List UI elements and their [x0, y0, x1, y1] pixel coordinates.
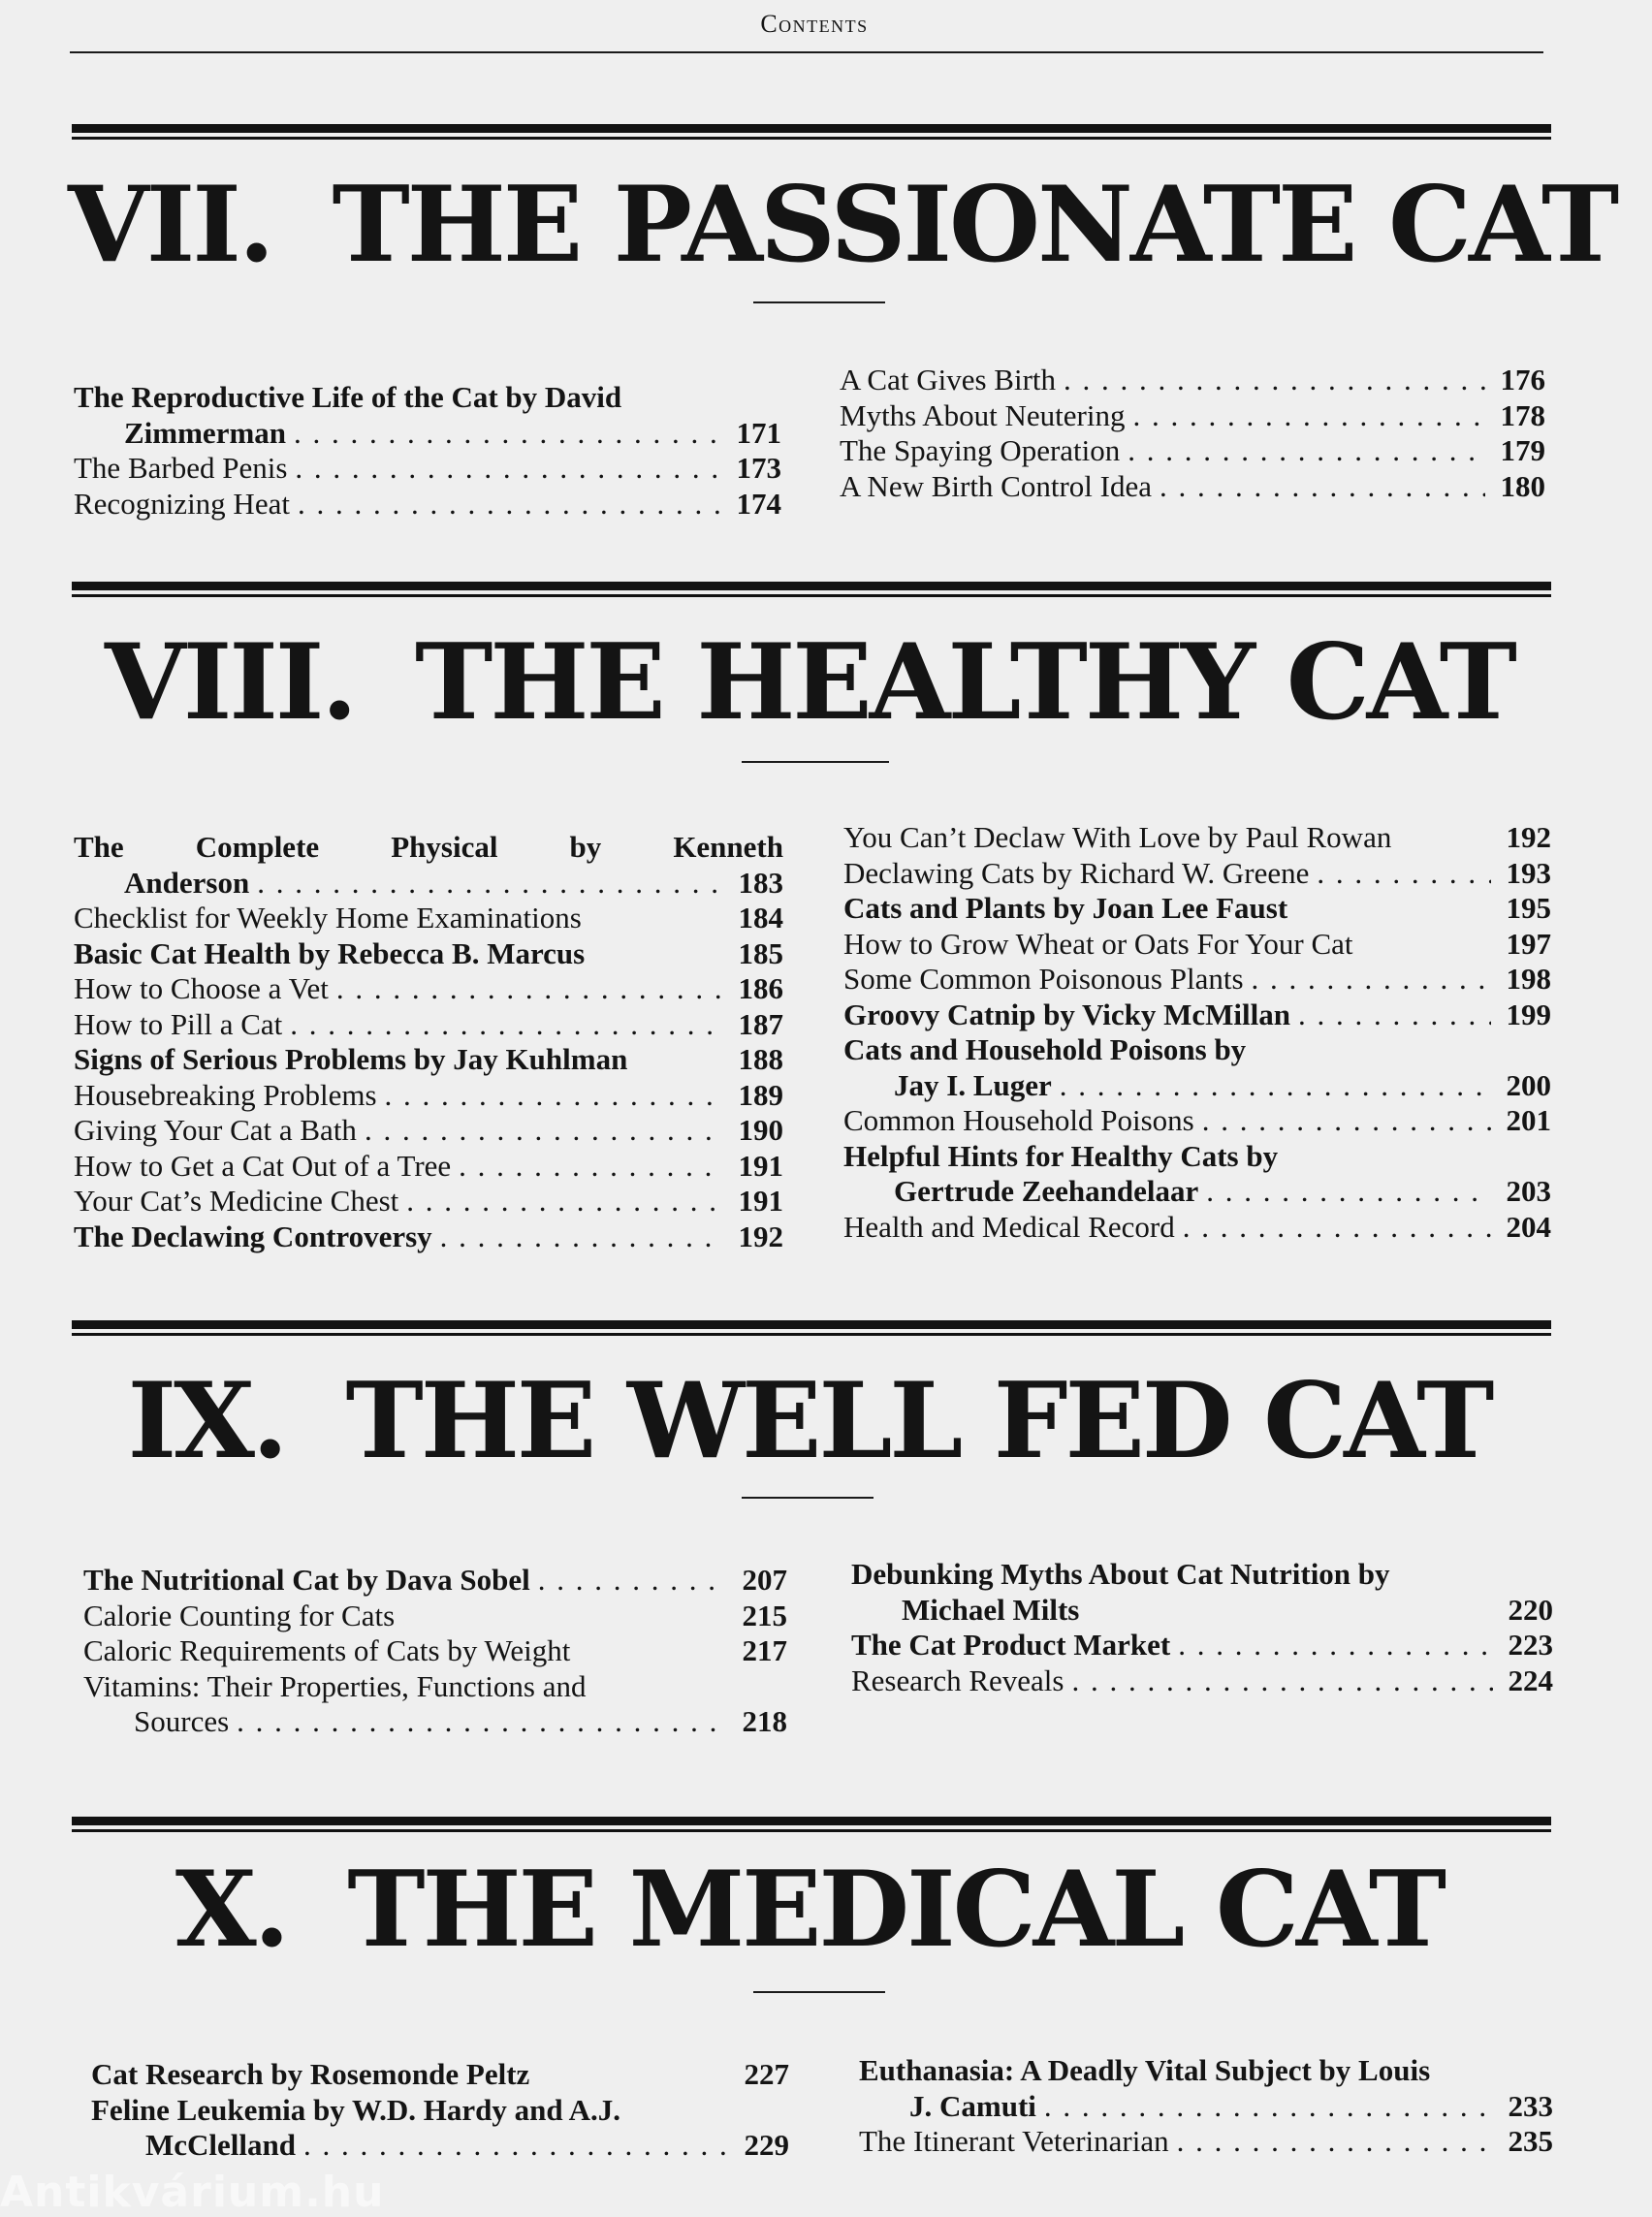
toc-entry-title: Gertrude Zeehandelaar: [894, 1174, 1199, 1208]
toc-entry-title: Debunking Myths About Cat Nutrition by: [851, 1557, 1390, 1591]
leader-dots: [1202, 1103, 1491, 1139]
toc-page-number: 204: [1506, 1209, 1551, 1244]
toc-entry-title: J. Camuti: [909, 2088, 1036, 2123]
section-title: THE MEDICAL CAT: [347, 1849, 1445, 1971]
toc-page-number: 233: [1508, 2088, 1553, 2123]
toc-page-number: 192: [738, 1219, 783, 1253]
header-rule: [70, 51, 1543, 53]
toc-entry-title: The Barbed Penis: [74, 451, 288, 485]
toc-entry-title: Recognizing Heat: [74, 486, 290, 521]
toc-entry[interactable]: [843, 1139, 1551, 1175]
toc-page-number: 217: [742, 1633, 787, 1667]
toc-entry[interactable]: [851, 1663, 1553, 1699]
watermark: Antikvárium.hu: [0, 2168, 385, 2217]
toc-entry[interactable]: [83, 1563, 787, 1599]
toc-page-number: 215: [742, 1598, 787, 1632]
toc-entry[interactable]: [843, 1210, 1551, 1246]
toc-page-number: 224: [1508, 1663, 1553, 1697]
toc-entry[interactable]: [74, 1219, 783, 1255]
toc-column-right: [843, 820, 1551, 1245]
toc-page-number: 223: [1508, 1628, 1553, 1662]
section-vii: [68, 124, 1617, 531]
toc-entry-title: Signs of Serious Problems by Jay Kuhlman: [74, 1042, 628, 1076]
toc-entry-title: Basic Cat Health by Rebecca B. Marcus: [74, 935, 586, 970]
section-viii: [68, 582, 1551, 1260]
leader-dots: [298, 487, 721, 523]
toc-entry-title: Health and Medical Record: [843, 1209, 1175, 1244]
toc-entry[interactable]: [74, 1184, 783, 1219]
section-numeral: IX.: [127, 1360, 286, 1482]
toc-entry[interactable]: [83, 1633, 787, 1669]
section-numeral: VII.: [68, 164, 272, 286]
toc-entry[interactable]: [843, 962, 1551, 998]
toc-page-number: 185: [738, 935, 783, 970]
section-heading: [68, 621, 1551, 744]
toc-page-number: 187: [738, 1006, 783, 1041]
toc-column-left: [74, 380, 781, 522]
toc-entry[interactable]: [74, 451, 781, 487]
toc-entry[interactable]: [840, 363, 1545, 398]
section-underline: [742, 1497, 874, 1499]
toc-entry[interactable]: [83, 1669, 787, 1705]
toc-entry-title: Research Reveals: [851, 1663, 1064, 1697]
toc-entry-title: How to Choose a Vet: [74, 971, 329, 1005]
toc-entry[interactable]: [843, 998, 1551, 1033]
toc-entry-title: Common Household Poisons: [843, 1103, 1194, 1137]
toc-page-number: 188: [738, 1042, 783, 1076]
toc-entry-title: The Spaying Operation: [840, 433, 1121, 467]
toc-entry-title: Feline Leukemia by W.D. Hardy and A.J.: [91, 2092, 621, 2127]
toc-page-number: 190: [738, 1113, 783, 1147]
section-heading: [68, 1360, 1551, 1482]
leader-dots: [365, 1113, 723, 1149]
section-top-rule-thin: [72, 1829, 1551, 1832]
toc-entry-continued[interactable]: [74, 416, 781, 452]
toc-entry-title: Zimmerman: [124, 415, 287, 450]
toc-entry-title: Caloric Requirements of Cats by Weight: [83, 1633, 571, 1667]
toc-entry[interactable]: [851, 1557, 1553, 1593]
toc-entry[interactable]: [74, 936, 783, 972]
toc-entry-title: Some Common Poisonous Plants: [843, 962, 1244, 996]
toc-entry-continued[interactable]: [83, 1704, 787, 1740]
toc-entry-title: Helpful Hints for Healthy Cats by: [843, 1138, 1279, 1173]
toc-entry[interactable]: [74, 1007, 783, 1043]
leader-dots: [1317, 856, 1491, 892]
leader-dots: [303, 2128, 729, 2164]
section-underline: [753, 301, 885, 303]
toc-page-number: 235: [1508, 2124, 1553, 2158]
toc-entry-title: Cat Research by Rosemonde Peltz: [91, 2057, 530, 2091]
toc-entry[interactable]: [843, 856, 1551, 892]
toc-entry-title: The Complete Physical by Kenneth: [74, 830, 783, 864]
toc-entry[interactable]: [843, 820, 1551, 856]
toc-entry-title: Calorie Counting for Cats: [83, 1598, 396, 1632]
toc-entry-title: Housebreaking Problems: [74, 1077, 377, 1112]
toc-entry[interactable]: [859, 2124, 1553, 2160]
leader-dots: [385, 1078, 723, 1114]
toc-page-number: 195: [1506, 891, 1551, 925]
toc-column-right: [840, 363, 1545, 504]
toc-entry[interactable]: [851, 1628, 1553, 1663]
toc-page-number: 173: [736, 451, 781, 485]
section-top-rule-thin: [72, 137, 1551, 140]
toc-entry-title: Cats and Household Poisons by: [843, 1032, 1247, 1066]
leader-dots: [1298, 998, 1491, 1033]
leader-dots: [1183, 1210, 1491, 1246]
section-title: THE WELL FED CAT: [345, 1360, 1492, 1482]
toc-entry-title: Checklist for Weekly Home Examinations: [74, 901, 582, 934]
leader-dots: [1064, 363, 1485, 398]
toc-entry[interactable]: [843, 1032, 1551, 1068]
toc-entry-title: McClelland: [145, 2128, 296, 2162]
section-top-rule: [72, 124, 1551, 133]
toc-page-number: 218: [742, 1704, 787, 1738]
toc-entry[interactable]: [91, 2057, 789, 2093]
toc-entry[interactable]: [74, 971, 783, 1007]
section-top-rule: [72, 1817, 1551, 1825]
leader-dots: [538, 1563, 727, 1599]
leader-dots: [290, 1007, 723, 1043]
toc-column-right: [851, 1557, 1553, 1698]
toc-entry-title: Anderson: [124, 865, 250, 900]
toc-entry-title: How to Grow Wheat or Oats For Your Cat: [843, 926, 1353, 961]
toc-entry[interactable]: [74, 830, 783, 866]
toc-entry[interactable]: [859, 2053, 1553, 2089]
toc-entry-title: Giving Your Cat a Bath: [74, 1113, 357, 1147]
toc-page-number: 203: [1506, 1174, 1551, 1208]
toc-page-number: 207: [742, 1563, 787, 1597]
section-numeral: VIII.: [105, 621, 355, 744]
toc-page-number: 189: [738, 1077, 783, 1112]
leader-dots: [1060, 1068, 1491, 1104]
toc-entry-title: Groovy Catnip by Vicky McMillan: [843, 997, 1291, 1031]
toc-entry-title: The Declawing Controversy: [74, 1219, 432, 1253]
toc-entry-title: The Nutritional Cat by Dava Sobel: [83, 1563, 530, 1597]
toc-entry[interactable]: [840, 469, 1545, 505]
running-head: Contents: [760, 10, 869, 38]
section-title: THE HEALTHY CAT: [415, 621, 1514, 744]
section-ix: [68, 1320, 1551, 1747]
section-title: THE PASSIONATE CAT: [332, 164, 1617, 286]
toc-page-number: 192: [1506, 820, 1551, 854]
leader-dots: [1177, 2124, 1493, 2160]
section-top-rule: [72, 1320, 1551, 1329]
toc-entry[interactable]: [843, 891, 1551, 927]
section-underline: [742, 761, 889, 763]
toc-page-number: 198: [1506, 962, 1551, 996]
toc-page-number: 229: [744, 2128, 789, 2162]
toc-column-left: [83, 1563, 787, 1740]
toc-page-number: 199: [1506, 997, 1551, 1031]
toc-entry[interactable]: [840, 398, 1545, 434]
toc-entry[interactable]: [74, 1078, 783, 1114]
toc-page-number: 197: [1506, 926, 1551, 961]
toc-entry[interactable]: [843, 927, 1551, 963]
toc-page-number: 200: [1506, 1067, 1551, 1102]
toc-page-number: 201: [1506, 1103, 1551, 1137]
leader-dots: [1071, 1663, 1493, 1699]
leader-dots: [1178, 1628, 1493, 1663]
toc-page-number: 191: [738, 1148, 783, 1183]
toc-page-number: 227: [744, 2057, 789, 2091]
leader-dots: [440, 1219, 723, 1255]
toc-entry-title: A Cat Gives Birth: [840, 363, 1057, 396]
toc-entry[interactable]: [74, 380, 781, 416]
toc-page-number: 176: [1500, 363, 1545, 396]
toc-page-number: 183: [738, 865, 783, 900]
toc-entry-title: How to Get a Cat Out of a Tree: [74, 1148, 452, 1183]
leader-dots: [1252, 962, 1491, 998]
toc-page-number: 178: [1500, 397, 1545, 432]
toc-column-left: [74, 830, 783, 1254]
section-top-rule-thin: [72, 594, 1551, 597]
toc-page-number: 186: [738, 971, 783, 1005]
toc-page-number: 191: [738, 1184, 783, 1218]
toc-entry-continued[interactable]: [91, 2128, 789, 2164]
toc-entry[interactable]: [74, 1042, 783, 1078]
toc-entry-title: Myths About Neutering: [840, 397, 1126, 432]
toc-entry-title: Vitamins: Their Properties, Functions and: [83, 1668, 587, 1703]
toc-entry[interactable]: [91, 2093, 789, 2129]
leader-dots: [1044, 2089, 1493, 2125]
toc-entry[interactable]: [74, 1113, 783, 1149]
toc-page-number: 184: [738, 901, 783, 934]
leader-dots: [237, 1704, 727, 1740]
toc-entry-title: Sources: [134, 1704, 230, 1738]
toc-entry-continued[interactable]: [843, 1068, 1551, 1104]
leader-dots: [295, 451, 721, 487]
leader-dots: [1160, 469, 1485, 505]
section-top-rule: [72, 582, 1551, 590]
toc-entry[interactable]: [840, 433, 1545, 469]
toc-column-left: [91, 2057, 789, 2164]
toc-entry-title: You Can’t Declaw With Love by Paul Rowan: [843, 820, 1392, 854]
toc-entry-title: The Itinerant Veterinarian: [859, 2124, 1169, 2158]
toc-page-number: 220: [1508, 1592, 1553, 1627]
toc-page-number: 171: [736, 415, 781, 450]
leader-dots: [257, 866, 723, 902]
toc-entry[interactable]: [74, 901, 783, 936]
toc-entry[interactable]: [74, 1149, 783, 1185]
toc-entry[interactable]: [83, 1599, 787, 1634]
toc-entry-title: The Reproductive Life of the Cat by David: [74, 380, 622, 414]
section-heading: [68, 164, 1617, 286]
toc-entry-title: Declawing Cats by Richard W. Greene: [843, 855, 1310, 890]
section-heading: [68, 1849, 1551, 1971]
toc-entry-title: Jay I. Luger: [894, 1067, 1052, 1102]
toc-entry-title: A New Birth Control Idea: [840, 468, 1153, 503]
leader-dots: [406, 1184, 723, 1219]
section-x: [68, 1817, 1551, 2185]
leader-dots: [1128, 433, 1485, 469]
toc-page-number: 193: [1506, 855, 1551, 890]
toc-entry-continued[interactable]: [843, 1174, 1551, 1210]
toc-entry-title: The Cat Product Market: [851, 1628, 1171, 1662]
leader-dots: [1133, 398, 1486, 434]
toc-page-number: 179: [1500, 433, 1545, 467]
section-top-rule-thin: [72, 1333, 1551, 1336]
toc-entry-title: Michael Milts: [902, 1592, 1080, 1627]
section-underline: [753, 1991, 885, 1993]
toc-entry[interactable]: [74, 487, 781, 523]
leader-dots: [336, 971, 723, 1007]
toc-page-number: 180: [1500, 468, 1545, 503]
leader-dots: [294, 416, 721, 452]
toc-entry[interactable]: [843, 1103, 1551, 1139]
toc-entry-title: Your Cat’s Medicine Chest: [74, 1184, 399, 1218]
toc-page-number: 174: [736, 486, 781, 521]
leader-dots: [459, 1149, 723, 1185]
toc-entry-title: Cats and Plants by Joan Lee Faust: [843, 891, 1288, 925]
toc-entry-continued[interactable]: [74, 866, 783, 902]
toc-entry-title: Euthanasia: A Deadly Vital Subject by Louis: [859, 2053, 1431, 2087]
toc-entry-title: How to Pill a Cat: [74, 1006, 283, 1041]
toc-entry-continued[interactable]: [851, 1593, 1553, 1629]
section-numeral: X.: [175, 1849, 288, 1971]
toc-column-right: [859, 2053, 1553, 2160]
leader-dots: [1206, 1174, 1491, 1210]
toc-entry-continued[interactable]: [859, 2089, 1553, 2125]
